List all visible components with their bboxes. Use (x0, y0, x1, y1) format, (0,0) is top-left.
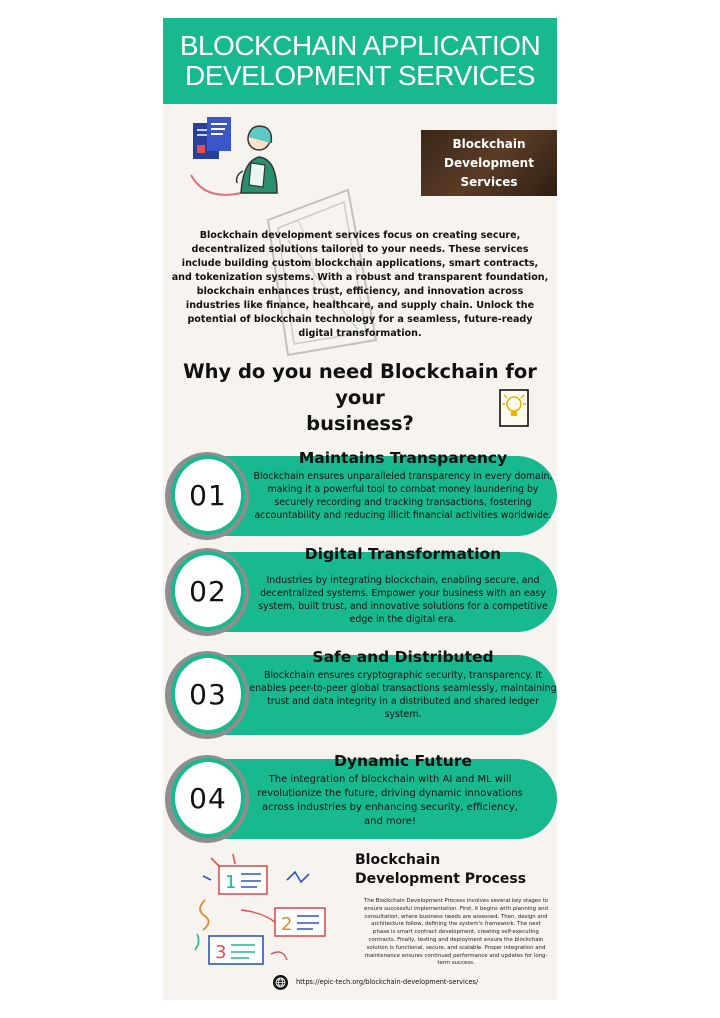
point-number-circle (171, 455, 245, 535)
point-text: Blockchain ensures unparalleled transparency in every domain, making it a powerful tool to combat money laundering by securely recording and tracking transactions, fostering accountability and reducing illicit financial activities worldwide. (253, 471, 553, 521)
why-heading-line-2: business? (306, 412, 414, 435)
page-title-line-1: BLOCKCHAIN APPLICATION (179, 30, 541, 61)
infographic-page (163, 18, 557, 1000)
intro-paragraph: Blockchain development services focus on creating secure, decentralized solutions tailored to your needs. These services include building custom blockchain applications, smart contracts, and tokenization systems. With a robust and transparent foundation, blockchain enhances trust, efficiency, and innovation across industries like finance, healthcare, and supply chain. Unlock the potential of blockchain technology for a seamless, future-ready digital transformation. (171, 230, 549, 339)
point-number-circle (171, 654, 245, 734)
services-label-line-1: Blockchain (452, 136, 526, 151)
point-text: Industries by integrating blockchain, enabling secure, and decentralized systems. Empower your business with an easy system, built trust, and innovative solutions for a competitive edge in the digital era. (258, 575, 548, 625)
step-1-number: 1 (225, 872, 237, 893)
page-title-line-2: DEVELOPMENT SERVICES (185, 60, 535, 91)
process-heading-line-1: Blockchain (355, 852, 441, 868)
point-title: Dynamic Future (334, 752, 472, 770)
why-heading (163, 359, 557, 437)
point-number: 03 (189, 677, 227, 711)
services-label-box (421, 130, 557, 196)
point-card-4 (163, 751, 557, 847)
point-number: 02 (189, 574, 227, 608)
point-title: Digital Transformation (304, 545, 502, 563)
services-label-line-2: Development (444, 155, 534, 170)
process-heading (355, 851, 555, 889)
point-card-3 (163, 647, 557, 743)
globe-icon (273, 975, 288, 990)
point-card-1 (163, 448, 557, 544)
point-number-circle (171, 551, 245, 631)
lightbulb-icon (499, 389, 529, 427)
point-number: 01 (189, 478, 227, 512)
website-link[interactable]: https://epic-tech.org/blockchain-development-services/ (296, 978, 479, 986)
step-2-number: 2 (281, 914, 293, 935)
footer (273, 974, 478, 990)
point-number: 04 (189, 781, 227, 815)
process-heading-line-2: Development Process (355, 871, 527, 887)
point-title: Safe and Distributed (312, 648, 494, 666)
process-steps-illustration (191, 850, 341, 970)
point-title: Maintains Transparency (298, 449, 508, 467)
step-3-number: 3 (215, 942, 227, 963)
title-banner (163, 18, 557, 104)
services-label-line-3: Services (460, 174, 518, 189)
process-paragraph: The Blockchain Development Process involves several key stages to ensure successful implementation. First, it begins with planning and consultation, where business needs are assessed. Then, design and architecture follow, defining the system's framework. The next phase is smart contract development, creating self-executing contracts. Finally, testing and deployment ensure the blockchain solution is functional, secure, and scalable. Proper integration and maintenance ensures continued performance and updates for long-term success. (363, 898, 549, 967)
point-card-2 (163, 544, 557, 640)
point-number-circle (171, 758, 245, 838)
point-text: The integration of blockchain with AI and ML will revolutionize the future, driving dynamic innovations across industries by enhancing security, efficiency, and more! (257, 774, 523, 827)
point-text: Blockchain ensures cryptographic security, transparency. It enables peer-to-peer global transactions seamlessly, maintaining trust and data integrity in a distributed and shared ledger system. (249, 670, 557, 720)
why-heading-line-1: Why do you need Blockchain for your (183, 360, 537, 409)
